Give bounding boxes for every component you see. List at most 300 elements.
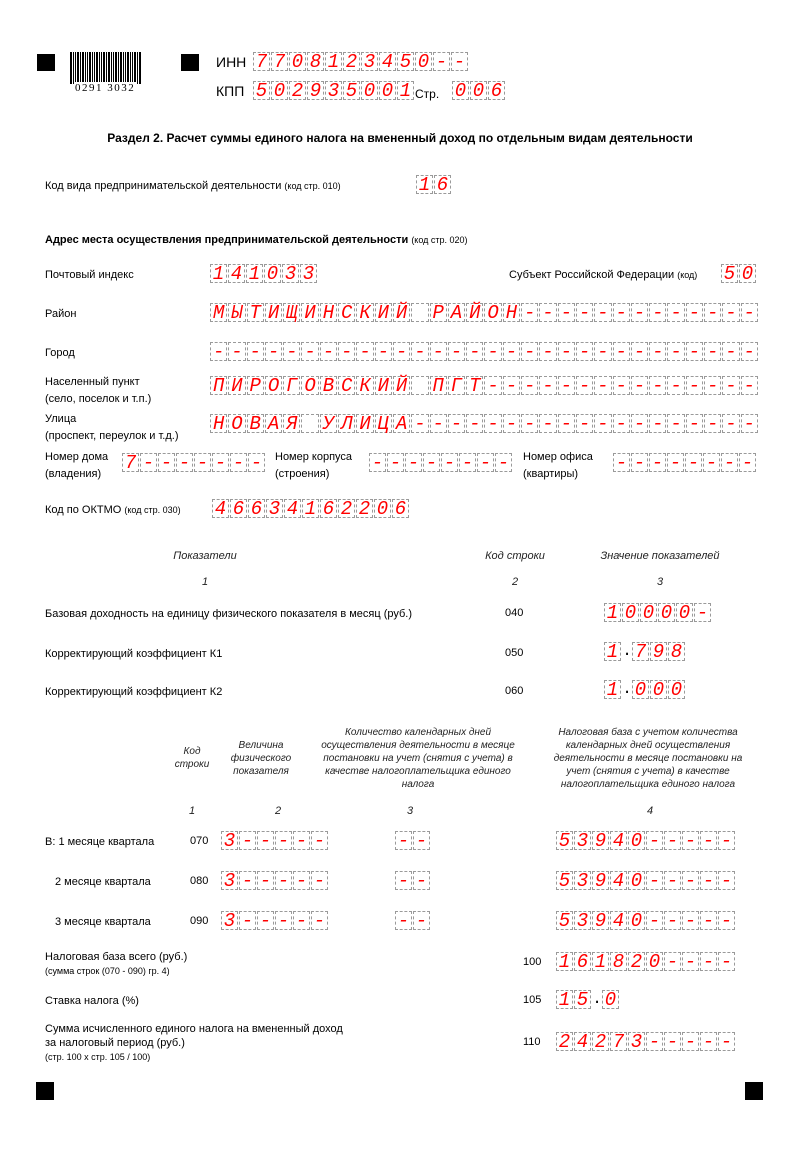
char-cell: С — [338, 376, 355, 395]
house-number-field[interactable] — [122, 453, 266, 472]
month-2-physical-field[interactable] — [221, 871, 329, 890]
oktmo-label-note: (код стр. 030) — [124, 505, 181, 515]
row-code-040: 040 — [505, 607, 524, 619]
char-cell: - — [649, 376, 666, 395]
oktmo-field[interactable] — [212, 499, 410, 518]
char-cell: - — [521, 414, 538, 433]
tax-amount-field[interactable] — [556, 1032, 736, 1051]
tax-base-total-field[interactable] — [556, 952, 736, 971]
base-income-field[interactable] — [604, 603, 712, 622]
char-cell: 6 — [574, 952, 591, 971]
char-cell: - — [466, 342, 483, 361]
char-cell: - — [682, 911, 699, 930]
char-cell: - — [257, 871, 274, 890]
char-cell: - — [703, 453, 720, 472]
char-cell: - — [558, 303, 575, 322]
city-label: Город — [45, 347, 75, 359]
section-title: Раздел 2. Расчет суммы единого налога на вмененный доход по отдельным видам деятельности — [107, 131, 693, 145]
char-cell: - — [539, 414, 556, 433]
char-cell: 2 — [289, 81, 306, 100]
char-cell: П — [210, 376, 227, 395]
char-cell: - — [484, 414, 501, 433]
char-cell: 2 — [628, 952, 645, 971]
office-label — [523, 450, 593, 481]
char-cell: А — [448, 303, 465, 322]
month-2-days-field[interactable] — [395, 871, 431, 890]
char-cell: - — [613, 342, 630, 361]
char-cell: 3 — [574, 871, 591, 890]
month-3-days-field[interactable] — [395, 911, 431, 930]
k2-fraction-part[interactable] — [632, 680, 686, 699]
month-1-base-field[interactable] — [556, 831, 736, 850]
char-cell: - — [722, 303, 739, 322]
char-cell: - — [194, 453, 211, 472]
char-cell: В — [247, 414, 264, 433]
office-label-text: Номер офиса — [523, 451, 593, 463]
char-cell: - — [741, 414, 758, 433]
corner-marker-bottom-left — [36, 1082, 54, 1100]
char-cell: - — [210, 342, 227, 361]
char-cell: 3 — [221, 911, 238, 930]
char-cell: - — [718, 831, 735, 850]
char-cell: 4 — [610, 911, 627, 930]
char-cell: - — [646, 911, 663, 930]
char-cell: - — [558, 342, 575, 361]
char-cell: - — [387, 453, 404, 472]
char-cell: У — [320, 414, 337, 433]
char-cell: - — [594, 342, 611, 361]
char-cell: - — [451, 52, 468, 71]
char-cell: - — [405, 453, 422, 472]
char-cell: - — [293, 871, 310, 890]
activity-code-note: (код стр. 010) — [284, 181, 341, 191]
char-cell: - — [631, 453, 648, 472]
month-2-label: 2 месяце квартала — [55, 876, 151, 888]
char-cell: - — [664, 831, 681, 850]
char-cell: И — [356, 414, 373, 433]
char-cell: 5 — [574, 990, 591, 1009]
char-cell: Щ — [283, 303, 300, 322]
row-code-110: 110 — [523, 1036, 541, 1048]
house-sublabel: (владения) — [45, 468, 102, 480]
street-label — [45, 412, 178, 443]
char-cell: - — [686, 414, 703, 433]
office-sublabel: (квартиры) — [523, 468, 579, 480]
char-cell: - — [686, 303, 703, 322]
char-cell: 3 — [325, 81, 342, 100]
char-cell: 0 — [622, 603, 639, 622]
char-cell: - — [521, 303, 538, 322]
char-cell: - — [395, 871, 412, 890]
char-cell: С — [338, 303, 355, 322]
col-row-code-header: Код строки — [485, 550, 545, 562]
char-cell: 0 — [470, 81, 487, 100]
char-cell: - — [646, 1032, 663, 1051]
char-cell: 0 — [658, 603, 675, 622]
char-cell: - — [558, 376, 575, 395]
office-number-field[interactable] — [613, 453, 757, 472]
char-cell: - — [293, 831, 310, 850]
inn-field[interactable] — [253, 52, 469, 71]
char-cell: 7 — [122, 453, 139, 472]
char-cell: 7 — [271, 52, 288, 71]
months-col-code-header: Код строки — [174, 746, 210, 770]
month-1-physical-field[interactable] — [221, 831, 329, 850]
char-cell: - — [395, 911, 412, 930]
char-cell: А — [393, 414, 410, 433]
char-cell: - — [704, 303, 721, 322]
char-cell: - — [741, 303, 758, 322]
char-cell: Т — [466, 376, 483, 395]
char-cell: - — [212, 453, 229, 472]
char-cell: 0 — [628, 871, 645, 890]
char-cell: И — [265, 303, 282, 322]
char-cell: 5 — [556, 871, 573, 890]
char-cell: 6 — [392, 499, 409, 518]
char-cell: - — [722, 376, 739, 395]
char-cell: - — [613, 303, 630, 322]
char-cell: - — [646, 871, 663, 890]
char-cell: 1 — [325, 52, 342, 71]
char-cell: И — [375, 376, 392, 395]
char-cell: - — [631, 414, 648, 433]
char-cell: 5 — [556, 831, 573, 850]
char-cell: 3 — [221, 831, 238, 850]
tax-amount-label — [45, 1022, 343, 1064]
char-cell: Г — [283, 376, 300, 395]
char-cell: 0 — [264, 264, 281, 283]
char-cell: 6 — [320, 499, 337, 518]
char-cell: - — [466, 414, 483, 433]
char-cell: - — [576, 414, 593, 433]
char-cell: Й — [466, 303, 483, 322]
char-cell: - — [338, 342, 355, 361]
char-cell: - — [301, 342, 318, 361]
char-cell: 0 — [361, 81, 378, 100]
char-cell: О — [301, 376, 318, 395]
char-cell: - — [423, 453, 440, 472]
char-cell: - — [228, 342, 245, 361]
char-cell: Т — [247, 303, 264, 322]
k1-field[interactable] — [604, 642, 686, 661]
char-cell: 5 — [253, 81, 270, 100]
char-cell: К — [356, 303, 373, 322]
char-cell: 0 — [640, 603, 657, 622]
char-cell: - — [369, 453, 386, 472]
char-cell: - — [158, 453, 175, 472]
char-cell: - — [649, 414, 666, 433]
char-cell: Н — [503, 303, 520, 322]
city-field[interactable] — [210, 342, 759, 361]
decimal-point: . — [592, 990, 602, 1008]
char-cell: Р — [430, 303, 447, 322]
char-cell: - — [413, 911, 430, 930]
char-cell: 8 — [610, 952, 627, 971]
char-cell: - — [576, 342, 593, 361]
char-cell: Ы — [228, 303, 245, 322]
char-cell: 4 — [212, 499, 229, 518]
char-cell: - — [741, 342, 758, 361]
decimal-point: . — [622, 680, 632, 698]
char-cell: - — [239, 911, 256, 930]
char-cell: - — [667, 414, 684, 433]
char-cell: - — [700, 1032, 717, 1051]
char-cell: 3 — [574, 831, 591, 850]
char-cell: - — [682, 871, 699, 890]
col-indicators-header: Показатели — [173, 550, 237, 562]
char-cell: 6 — [434, 175, 451, 194]
char-cell: 1 — [592, 952, 609, 971]
oktmo-label — [45, 503, 181, 517]
month-2-base-field[interactable] — [556, 871, 736, 890]
building-number-field[interactable] — [369, 453, 513, 472]
street-field[interactable] — [210, 414, 759, 433]
char-cell: - — [664, 871, 681, 890]
char-cell: 3 — [574, 911, 591, 930]
char-cell: - — [739, 453, 756, 472]
char-cell: А — [265, 414, 282, 433]
tax-rate-integer-part[interactable] — [556, 990, 592, 1009]
tax-rate-label: Ставка налога (%) — [45, 995, 139, 1007]
char-cell: 1 — [604, 603, 621, 622]
char-cell: И — [301, 303, 318, 322]
tax-rate-field[interactable] — [556, 990, 620, 1009]
char-cell: 2 — [343, 52, 360, 71]
char-cell: 3 — [628, 1032, 645, 1051]
tax-rate-fraction-part[interactable] — [602, 990, 620, 1009]
char-cell: - — [631, 342, 648, 361]
month-1-label: В: 1 месяце квартала — [45, 836, 155, 848]
char-cell: - — [700, 952, 717, 971]
district-field[interactable] — [210, 303, 759, 322]
corner-marker-top-mid — [181, 54, 199, 71]
char-cell: 0 — [271, 81, 288, 100]
char-cell: 3 — [282, 264, 299, 283]
tax-base-total-label — [45, 950, 187, 978]
char-cell: 3 — [361, 52, 378, 71]
locality-field[interactable] — [210, 376, 759, 395]
char-cell: М — [210, 303, 227, 322]
char-cell: - — [667, 342, 684, 361]
months-col-base-header: Налоговая база с учетом количества календарных дней осуществления деятельности в месяце постановки на учет (снятия с учета) в качестве налогоплательщика единого налога — [553, 727, 743, 790]
char-cell: 6 — [248, 499, 265, 518]
char-cell: 5 — [397, 52, 414, 71]
tax-amount-label-line2: за налоговый период (руб.) — [45, 1037, 185, 1049]
char-cell: 1 — [556, 952, 573, 971]
char-cell: Й — [393, 303, 410, 322]
char-cell: - — [484, 376, 501, 395]
char-cell: 0 — [628, 831, 645, 850]
char-cell: - — [320, 342, 337, 361]
char-cell: - — [293, 911, 310, 930]
activity-code-field[interactable] — [416, 175, 452, 194]
char-cell: - — [441, 453, 458, 472]
char-cell: 6 — [230, 499, 247, 518]
char-cell: - — [140, 453, 157, 472]
street-sublabel: (проспект, переулок и т.д.) — [45, 430, 179, 442]
char-cell: 1 — [397, 81, 414, 100]
char-cell: - — [503, 414, 520, 433]
char-cell: - — [558, 414, 575, 433]
char-cell: Ц — [375, 414, 392, 433]
months-col-physical-header: Величина физического показателя — [230, 740, 292, 777]
locality-sublabel: (село, поселок и т.п.) — [45, 393, 152, 405]
char-cell: - — [413, 831, 430, 850]
month-1-days-field[interactable] — [395, 831, 431, 850]
char-cell: 5 — [721, 264, 738, 283]
char-cell: - — [722, 414, 739, 433]
char-cell: - — [433, 52, 450, 71]
char-cell: 0 — [374, 499, 391, 518]
char-cell: - — [539, 303, 556, 322]
house-label-text: Номер дома — [45, 451, 109, 463]
k2-field[interactable] — [604, 680, 686, 699]
char-cell: К — [356, 376, 373, 395]
char-cell: - — [594, 303, 611, 322]
month-3-label: 3 месяце квартала — [55, 916, 151, 928]
char-cell: 5 — [556, 911, 573, 930]
char-cell: 9 — [592, 871, 609, 890]
page-number-field[interactable] — [452, 81, 506, 100]
char-cell: - — [694, 603, 711, 622]
building-label-text: Номер корпуса — [275, 451, 353, 463]
char-cell: - — [682, 831, 699, 850]
char-cell: - — [649, 342, 666, 361]
char-cell — [301, 414, 318, 433]
row-code-090: 090 — [190, 915, 209, 927]
char-cell: - — [503, 376, 520, 395]
char-cell: 7 — [253, 52, 270, 71]
char-cell: - — [176, 453, 193, 472]
building-label — [275, 450, 352, 481]
k2-label: Корректирующий коэффициент К2 — [45, 686, 223, 698]
char-cell: И — [228, 376, 245, 395]
char-cell: - — [411, 414, 428, 433]
char-cell: - — [704, 414, 721, 433]
char-cell: - — [718, 1032, 735, 1051]
char-cell: - — [613, 453, 630, 472]
char-cell: - — [459, 453, 476, 472]
col-2-number: 2 — [511, 576, 519, 588]
char-cell: - — [667, 376, 684, 395]
char-cell: 1 — [416, 175, 433, 194]
char-cell: - — [704, 342, 721, 361]
oktmo-label-text: Код по ОКТМО — [45, 504, 122, 516]
char-cell: - — [257, 911, 274, 930]
char-cell: О — [265, 376, 282, 395]
char-cell: - — [685, 453, 702, 472]
char-cell: Н — [320, 303, 337, 322]
months-col-1-number: 1 — [188, 805, 196, 817]
char-cell: - — [311, 831, 328, 850]
barcode — [70, 52, 160, 94]
char-cell: - — [664, 952, 681, 971]
month-3-base-field[interactable] — [556, 911, 736, 930]
char-cell: 7 — [632, 642, 649, 661]
region-code-field[interactable] — [721, 264, 757, 283]
char-cell: 2 — [556, 1032, 573, 1051]
char-cell: - — [682, 1032, 699, 1051]
k1-integer-part[interactable] — [604, 642, 622, 661]
char-cell: - — [430, 342, 447, 361]
char-cell: 1 — [210, 264, 227, 283]
char-cell: Я — [283, 414, 300, 433]
char-cell: 4 — [610, 831, 627, 850]
kpp-label: КПП — [216, 83, 245, 99]
char-cell: - — [667, 453, 684, 472]
char-cell: - — [311, 871, 328, 890]
kpp-field[interactable] — [253, 81, 415, 100]
row-code-105: 105 — [523, 994, 542, 1006]
inn-label: ИНН — [216, 54, 247, 70]
char-cell: 3 — [300, 264, 317, 283]
char-cell: 5 — [343, 81, 360, 100]
char-cell: - — [311, 911, 328, 930]
char-cell: - — [265, 342, 282, 361]
char-cell: 1 — [246, 264, 263, 283]
char-cell: 0 — [668, 680, 685, 699]
building-sublabel: (строения) — [275, 468, 330, 480]
char-cell: - — [646, 831, 663, 850]
tax-amount-label-line1: Сумма исчисленного единого налога на вмененный доход — [45, 1023, 343, 1035]
char-cell: - — [594, 376, 611, 395]
row-code-080: 080 — [190, 875, 209, 887]
char-cell: - — [594, 414, 611, 433]
k1-label: Корректирующий коэффициент К1 — [45, 648, 223, 660]
char-cell: 0 — [379, 81, 396, 100]
char-cell: 6 — [488, 81, 505, 100]
barcode-bars — [70, 52, 160, 84]
postal-code-field[interactable] — [210, 264, 318, 283]
char-cell — [411, 303, 428, 322]
char-cell: - — [686, 342, 703, 361]
char-cell: - — [521, 342, 538, 361]
char-cell: 0 — [646, 952, 663, 971]
char-cell: - — [503, 342, 520, 361]
char-cell: - — [539, 376, 556, 395]
char-cell: - — [356, 342, 373, 361]
char-cell: 4 — [284, 499, 301, 518]
row-code-100: 100 — [523, 956, 542, 968]
street-label-text: Улица — [45, 413, 77, 425]
char-cell: - — [700, 871, 717, 890]
char-cell: - — [576, 376, 593, 395]
char-cell: - — [700, 831, 717, 850]
char-cell: - — [230, 453, 247, 472]
char-cell: - — [448, 342, 465, 361]
char-cell: - — [239, 831, 256, 850]
k2-integer-part[interactable] — [604, 680, 622, 699]
months-col-days-header: Количество календарных дней осуществления деятельности в месяце постановки на учет (снятия с учета) в качестве налогоплательщика единого налога — [321, 727, 515, 790]
char-cell: - — [247, 342, 264, 361]
char-cell: - — [718, 911, 735, 930]
address-heading-text: Адрес места осуществления предпринимательской деятельности — [45, 234, 409, 246]
month-3-physical-field[interactable] — [221, 911, 329, 930]
char-cell: - — [576, 303, 593, 322]
char-cell: - — [495, 453, 512, 472]
char-cell: 9 — [592, 831, 609, 850]
char-cell: 7 — [610, 1032, 627, 1051]
char-cell: 8 — [307, 52, 324, 71]
region-label-note: (код) — [677, 270, 698, 280]
char-cell: 1 — [556, 990, 573, 1009]
char-cell: 4 — [574, 1032, 591, 1051]
char-cell: - — [682, 952, 699, 971]
tax-base-total-label-text: Налоговая база всего (руб.) — [45, 951, 188, 963]
k1-fraction-part[interactable] — [632, 642, 686, 661]
char-cell: - — [539, 342, 556, 361]
corner-marker-top-left — [37, 54, 55, 71]
